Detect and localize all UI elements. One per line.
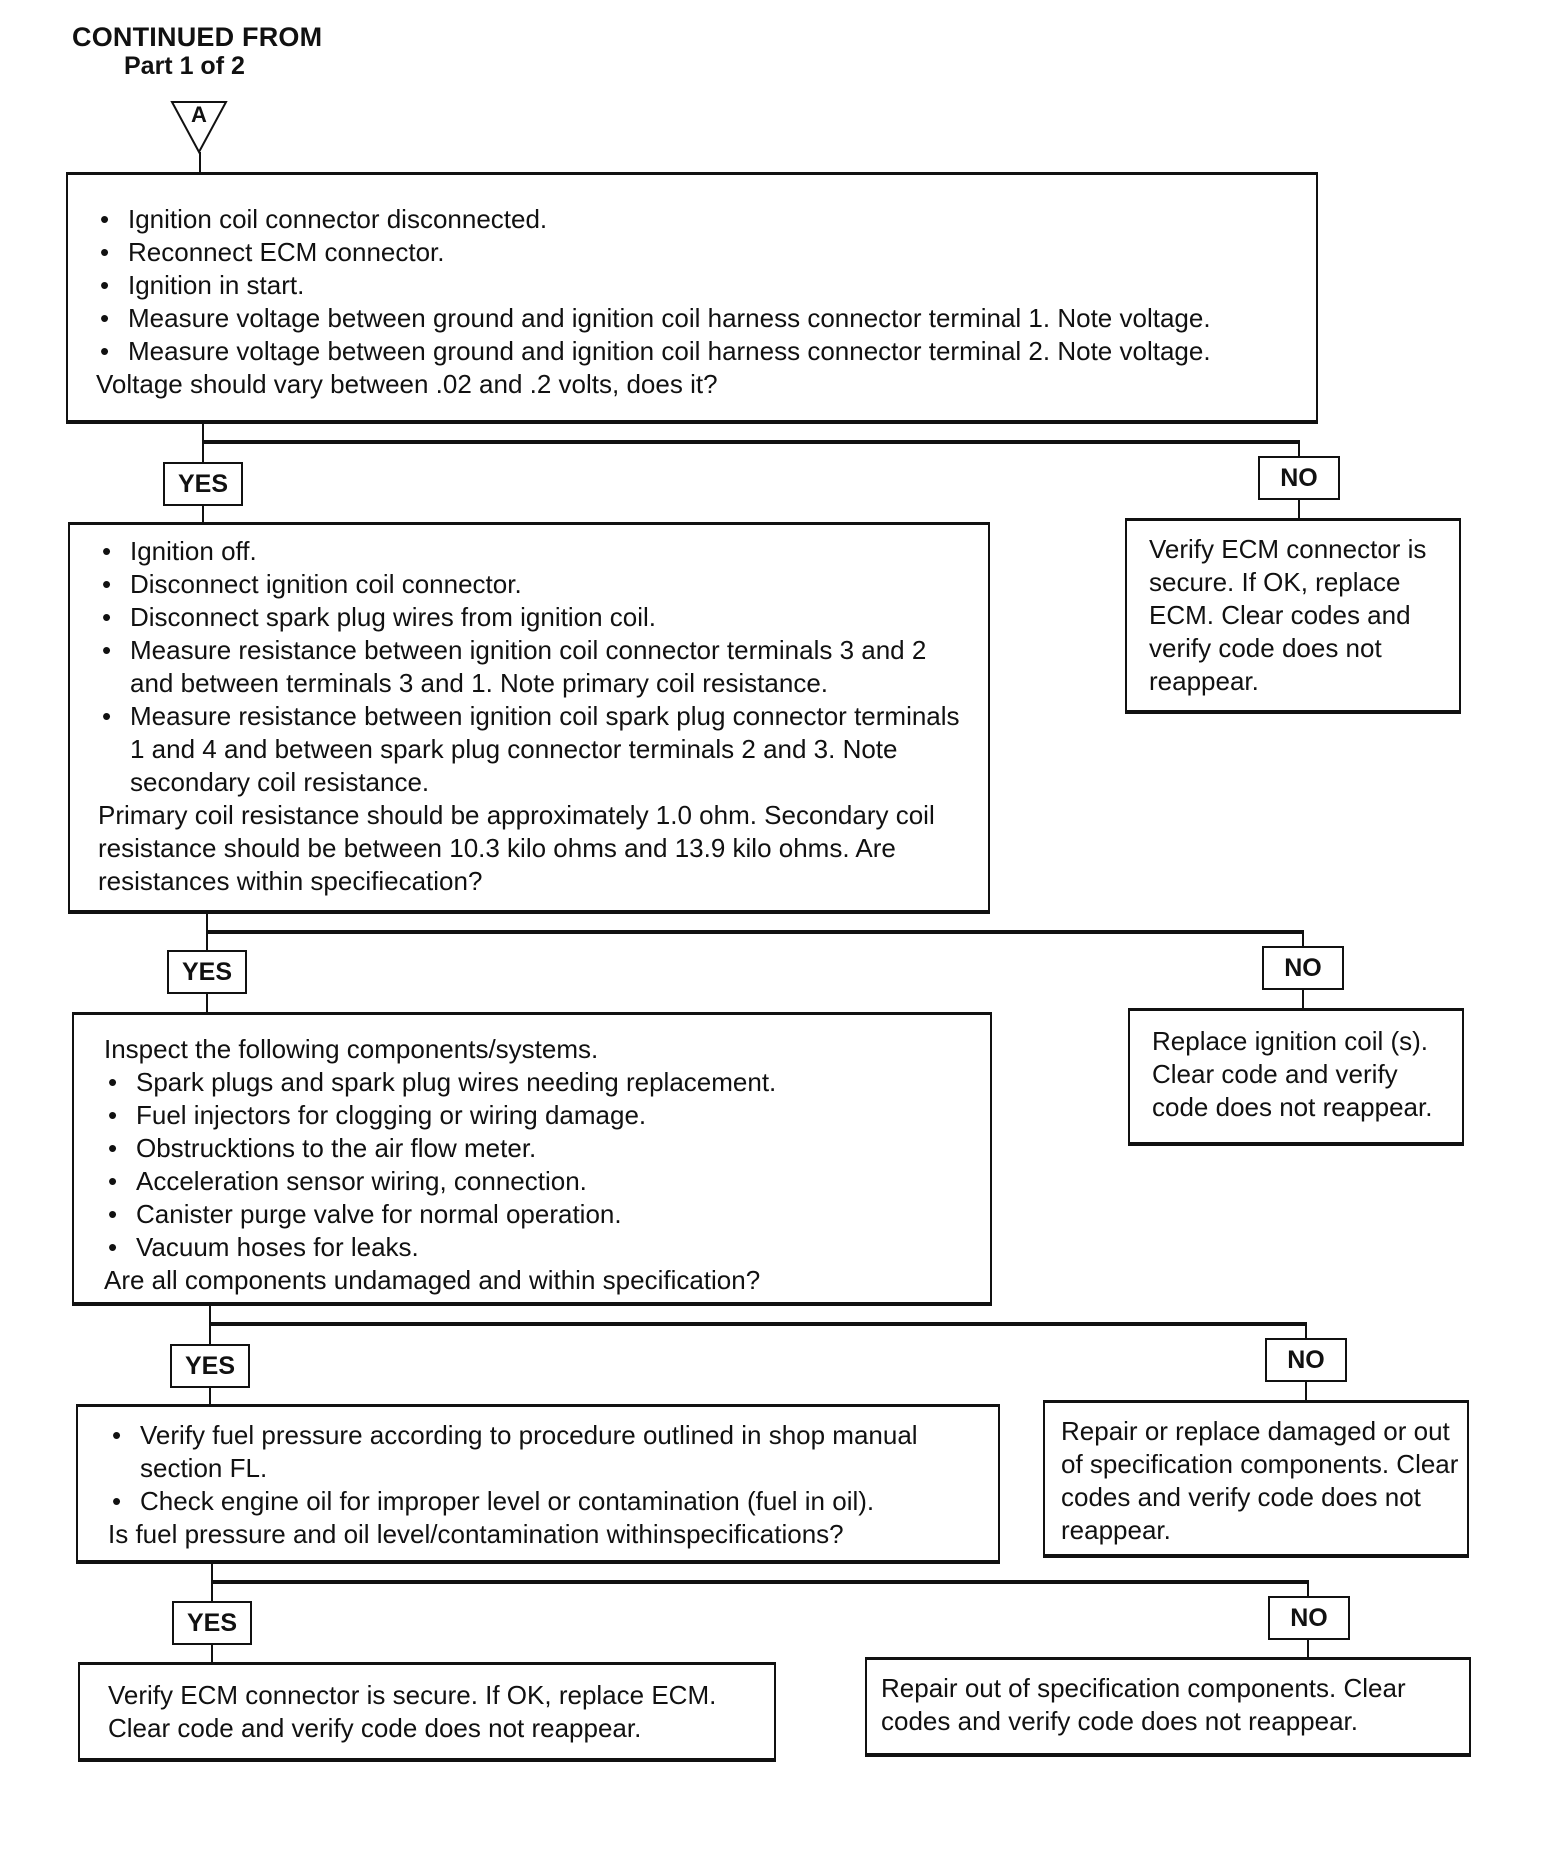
bullet-item: • Disconnect spark plug wires from ignition coil. [98, 601, 974, 634]
bullet-item: • Verify fuel pressure according to procedure outlined in shop manual section FL. [108, 1419, 984, 1485]
bullet-item: • Spark plugs and spark plug wires needing replacement. [104, 1066, 976, 1099]
bullet-item: • Ignition off. [98, 535, 974, 568]
no-action-text: Repair or replace damaged or out of specification components. Clear codes and verify code does not reappear. [1061, 1416, 1459, 1545]
no-label: NO [1265, 1338, 1347, 1382]
step-2-no-action-box [1128, 1008, 1464, 1146]
bullet-item: • Ignition coil connector disconnected. [96, 203, 1296, 236]
yes-label: YES [167, 950, 247, 994]
bullet-item: • Acceleration sensor wiring, connection. [104, 1165, 976, 1198]
no-label: NO [1268, 1596, 1350, 1640]
bullet-item: • Obstrucktions to the air flow meter. [104, 1132, 976, 1165]
step-4-question: Is fuel pressure and oil level/contamination withinspecifications? [108, 1519, 844, 1549]
step-3-intro: Inspect the following components/systems. [104, 1034, 599, 1064]
step-2-question: Primary coil resistance should be approximately 1.0 ohm. Secondary coil resistance should be between 10.3 kilo ohms and 13.9 kilo ohms. Are resistances within specifiecation? [98, 800, 935, 896]
bullet-item: • Measure resistance between ignition coil spark plug connector terminals 1 and 4 and between spark plug connector terminals 2 and 3. Note secondary coil resistance. [98, 700, 974, 799]
branch-line [211, 1580, 1309, 1584]
step-1-bullets [96, 203, 1296, 368]
yes-label: YES [172, 1601, 252, 1645]
part-indicator: Part 1 of 2 [124, 52, 245, 80]
yes-action-text: Verify ECM connector is secure. If OK, replace ECM. Clear code and verify code does not reappear. [108, 1680, 717, 1743]
final-no-action-box [865, 1657, 1471, 1757]
offpage-connector-a [170, 100, 228, 154]
bullet-item: • Check engine oil for improper level or contamination (fuel in oil). [108, 1485, 984, 1518]
connector-line [199, 152, 201, 174]
no-action-text: Replace ignition coil (s). Clear code and verify code does not reappear. [1152, 1026, 1433, 1122]
step-3-box [72, 1012, 992, 1306]
no-label: NO [1258, 456, 1340, 500]
bullet-item: • Reconnect ECM connector. [96, 236, 1296, 269]
continued-from-title: CONTINUED FROM [72, 22, 323, 52]
branch-line [206, 930, 1304, 934]
connector-letter: A [191, 102, 207, 127]
no-action-text: Repair out of specification components. Clear codes and verify code does not reappear. [881, 1673, 1406, 1736]
step-1-question: Voltage should vary between .02 and .2 volts, does it? [96, 369, 718, 399]
bullet-item: • Measure voltage between ground and ignition coil harness connector terminal 2. Note voltage. [96, 335, 1296, 368]
no-action-text: Verify ECM connector is secure. If OK, replace ECM. Clear codes and verify code does not reappear. [1149, 534, 1427, 696]
bullet-item: • Measure voltage between ground and ignition coil harness connector terminal 1. Note voltage. [96, 302, 1296, 335]
branch-line [202, 440, 1300, 444]
bullet-item: • Vacuum hoses for leaks. [104, 1231, 976, 1264]
branch-line [209, 1322, 1307, 1326]
final-yes-action-box [78, 1662, 776, 1762]
step-4-bullets [108, 1419, 984, 1518]
bullet-item: • Canister purge valve for normal operation. [104, 1198, 976, 1231]
bullet-item: • Ignition in start. [96, 269, 1296, 302]
bullet-item: • Measure resistance between ignition coil connector terminals 3 and 2 and between terminals 3 and 1. Note primary coil resistance. [98, 634, 974, 700]
step-2-bullets [98, 535, 974, 799]
step-3-question: Are all components undamaged and within specification? [104, 1265, 761, 1295]
yes-label: YES [170, 1344, 250, 1388]
step-2-box [68, 522, 990, 914]
yes-label: YES [163, 462, 243, 506]
step-1-no-action-box [1125, 518, 1461, 714]
bullet-item: • Disconnect ignition coil connector. [98, 568, 974, 601]
step-1-box [66, 172, 1318, 424]
step-3-bullets [104, 1066, 976, 1264]
bullet-item: • Fuel injectors for clogging or wiring damage. [104, 1099, 976, 1132]
no-label: NO [1262, 946, 1344, 990]
step-3-no-action-box [1043, 1400, 1469, 1558]
step-4-box [76, 1404, 1000, 1564]
